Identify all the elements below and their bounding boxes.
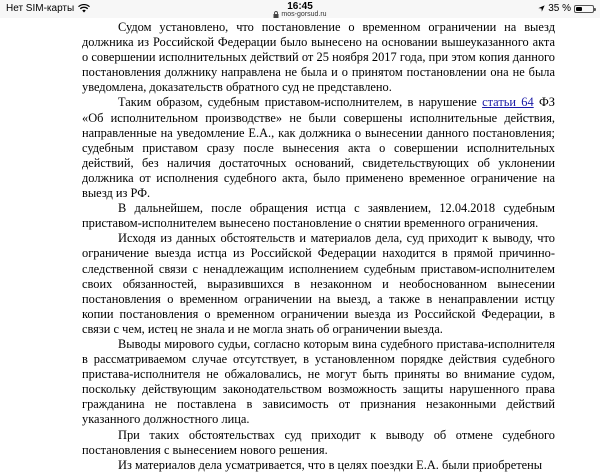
paragraph-1: Судом установлено, что постановление о временном ограничении на выезд должника из Российской Федерации было вынесено на основании вышеуказанного акта о совершении исполнительных действий от 25 ноября 2017 года, при этом копия данного постановления должнику направлена не была и о принятом постановлении она не была уведомлена, доказательств обратного суд не представлено.: [82, 20, 555, 95]
paragraph-4: Исходя из данных обстоятельств и материалов дела, суд приходит к выводу, что ограничение выезда истца из Российской Федерации находится в прямой причинно-следственной связи с ненадлежащим исполнением судебным приставом-исполнителем своих обязанностей, выразившихся в незаконном и необоснованном вынесении постановления о временном ограничении на выезд, а также в ненаправлении истцу копии постановления о временном ограничении выезда из Российской Федерации, в связи с чем, истец не знала и не могла знать об ограничении выезда.: [82, 231, 555, 336]
article-64-link[interactable]: статьи 64: [482, 95, 534, 110]
battery-icon: [574, 5, 594, 13]
clock: 16:45: [287, 1, 313, 12]
paragraph-3: В дальнейшем, после обращения истца с заявлением, 12.04.2018 судебным приставом-исполнителем вынесено постановление о снятии временного ограничения.: [82, 201, 555, 231]
paragraph-2-text-start: Таким образом, судебным приставом-исполнителем, в нарушение: [118, 95, 483, 110]
carrier-label: Нет SIM-карты: [6, 3, 75, 14]
status-right: [538, 3, 594, 14]
paragraph-7: Из материалов дела усматривается, что в целях поездки Е.А. были приобретены: [118, 457, 543, 472]
document-text: [82, 20, 555, 473]
paragraph-5: Выводы мирового судьи, согласно которым вина судебного пристава-исполнителя в рассматриваемом случае отсутствует, в установленном порядке действия судебного пристава-исполнителя не обжаловались, не могут быть приняты во внимание судом, поскольку действующим законодательством возможность защиты нарушенного права гражданина не поставлена в зависимость от признания незаконными действий указанного должностного лица.: [82, 336, 555, 427]
paragraph-2: [82, 95, 555, 201]
battery-percent: 35 %: [548, 3, 571, 14]
paragraph-6: При таких обстоятельствах суд приходит к выводу об отмене судебного постановления с вынесением нового решения.: [82, 427, 555, 457]
address-bar[interactable]: [0, 11, 600, 18]
status-bar: [0, 0, 600, 18]
battery-level: [576, 7, 582, 11]
url-text: mos-gorsud.ru: [281, 11, 327, 18]
location-arrow-icon: [538, 5, 545, 12]
lock-icon: [273, 11, 279, 18]
paragraph-2-text-end: ФЗ «Об исполнительном производстве» не были совершены исполнительные действия, направленные на уведомление Е.А., как должника о вынесении данного постановления; судебным приставом сразу после вынесения акта о совершении исполнительных действий, без наличия достаточных оснований, свидетельствующих об уклонении должника от исполнения судебного акта, было применено временное ограничение на выезд из РФ.: [82, 95, 555, 201]
